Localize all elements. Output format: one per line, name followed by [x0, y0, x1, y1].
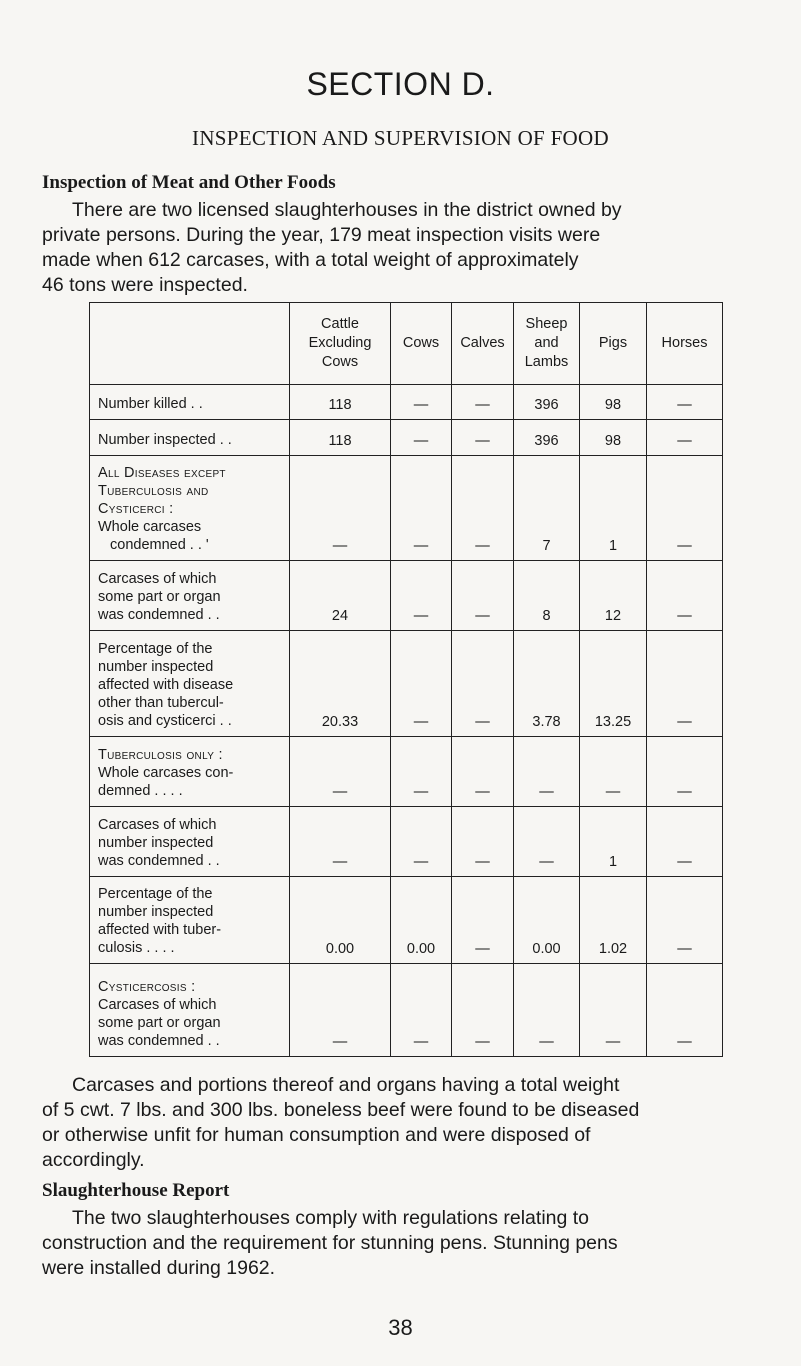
table-cell: — [647, 385, 723, 420]
row-label-line: number inspected [98, 659, 214, 675]
row-label-line: was condemned . . [98, 1033, 220, 1049]
table-cell: — [391, 964, 452, 1057]
table-cell: 24 [290, 561, 391, 631]
row-label-line: Percentage of the [98, 886, 213, 902]
row-label-line: other than tubercul- [98, 695, 224, 711]
paragraph-line: private persons. During the year, 179 meat inspection visits were [42, 224, 601, 246]
table-cell: 0.00 [391, 877, 452, 964]
header-line: Cows [321, 354, 359, 370]
table-cell: — [391, 420, 452, 456]
table-cell: — [514, 737, 580, 807]
inspection-heading: Inspection of Meat and Other Foods [42, 172, 336, 193]
header-pigs: Pigs [580, 303, 647, 385]
table-cell: — [647, 877, 723, 964]
table-cell: — [452, 631, 514, 737]
table-cell: — [580, 737, 647, 807]
table-cell: — [452, 807, 514, 877]
table-row [90, 385, 723, 420]
row-label-line: some part or organ [98, 1015, 221, 1031]
table-cell: — [452, 964, 514, 1057]
table-cell: — [452, 877, 514, 964]
table-row [90, 807, 723, 877]
paragraph-line: or otherwise unfit for human consumption and were disposed of [42, 1124, 591, 1146]
row-label-line: demned . . . . [98, 783, 183, 799]
header-line: and [534, 335, 559, 351]
header-cattle [290, 303, 391, 385]
row-label-line: number inspected [98, 835, 214, 851]
header-calves: Calves [452, 303, 514, 385]
paragraph-line: The two slaughterhouses comply with regulations relating to [72, 1207, 590, 1229]
table-cell: 98 [580, 420, 647, 456]
table-cell: 1.02 [580, 877, 647, 964]
table-cell: — [391, 385, 452, 420]
table-cell: 396 [514, 385, 580, 420]
row-label-line: affected with tuber- [98, 922, 222, 938]
row-label-line: was condemned . . [98, 607, 220, 623]
paragraph-line: construction and the requirement for stunning pens. Stunning pens [42, 1232, 618, 1254]
table-cell: — [647, 964, 723, 1057]
header-line: Excluding [308, 335, 372, 351]
table-row [90, 420, 723, 456]
row-label [90, 964, 290, 1057]
row-label-line: Carcases of which [98, 571, 217, 587]
table-cell: — [452, 385, 514, 420]
row-label-line: Percentage of the [98, 641, 213, 657]
header-horses: Horses [647, 303, 723, 385]
row-label [90, 877, 290, 964]
row-label [90, 456, 290, 561]
table-cell: 7 [514, 456, 580, 561]
header-cell-empty [90, 303, 290, 385]
table-row [90, 631, 723, 737]
row-label-line: All Diseases except [98, 465, 226, 481]
paragraph-line: There are two licensed slaughterhouses in the district owned by [72, 199, 622, 221]
inspection-paragraph [42, 198, 742, 298]
table-cell: — [391, 737, 452, 807]
table-cell: — [647, 456, 723, 561]
table-row [90, 964, 723, 1057]
carcases-paragraph [42, 1073, 742, 1173]
header-line: Lambs [524, 354, 569, 370]
table-cell: — [290, 737, 391, 807]
table-cell: 1 [580, 807, 647, 877]
row-label-line: Carcases of which [98, 997, 217, 1013]
row-label [90, 631, 290, 737]
page-number: 38 [388, 1315, 413, 1340]
table-cell: 13.25 [580, 631, 647, 737]
table-cell: 1 [580, 456, 647, 561]
table-row [90, 877, 723, 964]
row-label-line: Tuberculosis only : [98, 747, 223, 763]
paragraph-line: 46 tons were inspected. [42, 274, 248, 296]
paragraph-line: made when 612 carcases, with a total weight of approximately [42, 249, 579, 271]
table-cell: — [452, 561, 514, 631]
row-label-line: number inspected [98, 904, 214, 920]
table-cell: 0.00 [514, 877, 580, 964]
row-label-line: Tuberculosis and [98, 483, 209, 499]
row-label-line: Cysticerci : [98, 501, 174, 517]
table-cell: — [290, 964, 391, 1057]
table-cell: — [452, 456, 514, 561]
table-cell: 3.78 [514, 631, 580, 737]
main-title: INSPECTION AND SUPERVISION OF FOOD [192, 126, 609, 150]
row-label-line: Whole carcases [98, 519, 202, 535]
table-cell: — [391, 807, 452, 877]
row-label [90, 420, 290, 456]
table-cell: 98 [580, 385, 647, 420]
table-cell: — [514, 807, 580, 877]
row-label-line: condemned . . ' [110, 537, 209, 553]
table-cell: — [391, 631, 452, 737]
table-header-row [90, 303, 723, 385]
row-label [90, 807, 290, 877]
table-cell: — [647, 737, 723, 807]
row-label [90, 561, 290, 631]
header-line: Sheep [525, 316, 568, 332]
table-cell: — [290, 456, 391, 561]
table-cell: — [647, 420, 723, 456]
table-cell: 396 [514, 420, 580, 456]
row-label-line: Number inspected . . [98, 432, 232, 448]
table-row [90, 737, 723, 807]
row-label-line: affected with disease [98, 677, 234, 693]
table-cell: 8 [514, 561, 580, 631]
table-cell: 12 [580, 561, 647, 631]
header-sheep [514, 303, 580, 385]
table-cell: — [290, 807, 391, 877]
table-cell: — [580, 964, 647, 1057]
row-label-line: Whole carcases con- [98, 765, 234, 781]
row-label-line: Number killed . . [98, 396, 203, 412]
slaughterhouse-heading: Slaughterhouse Report [42, 1180, 230, 1201]
table-cell: — [452, 420, 514, 456]
row-label [90, 737, 290, 807]
table-cell: — [647, 631, 723, 737]
row-label-line: osis and cysticerci . . [98, 713, 232, 729]
section-title: SECTION D. [306, 66, 495, 102]
row-label-line: some part or organ [98, 589, 221, 605]
header-cows: Cows [391, 303, 452, 385]
meat-inspection-table [89, 302, 723, 1057]
row-label-line: Cysticercosis : [98, 979, 196, 995]
table-cell: 0.00 [290, 877, 391, 964]
paragraph-line: Carcases and portions thereof and organs having a total weight [72, 1074, 620, 1096]
table-row [90, 561, 723, 631]
paragraph-line: accordingly. [42, 1149, 145, 1171]
table-cell: — [514, 964, 580, 1057]
header-line: Cattle [321, 316, 359, 332]
row-label-line: Carcases of which [98, 817, 217, 833]
row-label-line: was condemned . . [98, 853, 220, 869]
table-cell: — [647, 561, 723, 631]
table-cell: — [391, 561, 452, 631]
table-cell: 118 [290, 385, 391, 420]
table-cell: 20.33 [290, 631, 391, 737]
table-cell: — [452, 737, 514, 807]
row-label-line: culosis . . . . [98, 940, 175, 956]
table-cell: — [391, 456, 452, 561]
slaughterhouse-paragraph [42, 1206, 742, 1281]
table-row [90, 456, 723, 561]
table-cell: 118 [290, 420, 391, 456]
paragraph-line: of 5 cwt. 7 lbs. and 300 lbs. boneless beef were found to be diseased [42, 1099, 640, 1121]
table-cell: — [647, 807, 723, 877]
paragraph-line: were installed during 1962. [42, 1257, 276, 1279]
row-label [90, 385, 290, 420]
